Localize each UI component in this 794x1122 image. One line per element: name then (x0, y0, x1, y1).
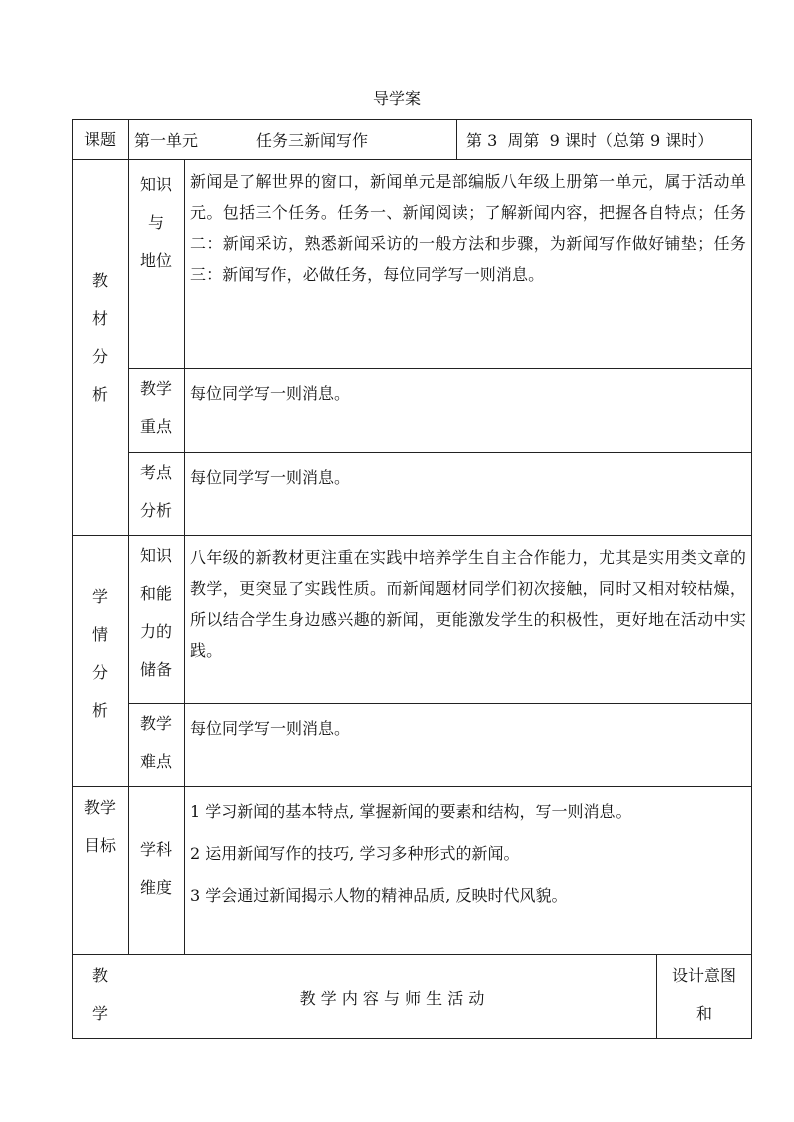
period-info: 第 3 周第 9 课时（总第 9 课时） (466, 131, 714, 150)
label-line: 力的 (139, 622, 172, 641)
knowledge-position-text: 新闻是了解世界的窗口，新闻单元是部编版八年级上册第一单元，属于活动单元。包括三个任务。任务一、新闻阅读；了解新闻内容，把握各自特点；任务二：新闻采访，熟悉新闻采访的一般方法和步骤，为新闻写作做好铺垫；任务三：新闻写作，必做任务，每位同学写一则消息。 (190, 172, 746, 284)
knowledge-position-label (128, 175, 184, 289)
grid-line (72, 954, 752, 955)
key-point-text: 每位同学写一则消息。 (190, 384, 351, 403)
label-line: 分析 (139, 501, 172, 520)
heading-char: 情 (91, 625, 108, 644)
goals-heading (72, 798, 128, 874)
heading-char: 教 (91, 966, 108, 985)
heading-char: 学 (91, 587, 108, 606)
heading-char: 学 (91, 1004, 108, 1023)
ability-reserve-text: 八年级的新教材更注重在实践中培养学生自主合作能力，尤其是实用类文章的教学，更突显了实践性质。而新闻题材同学们初次接触，同时又相对较枯燥，所以结合学生身边感兴趣的新闻，更能激发学生的积极性，更好地在活动中实践。 (190, 548, 746, 660)
page-title: 导学案 (372, 89, 421, 108)
process-content-header: 教 学 内 容 与 师 生 活 动 (299, 989, 485, 1008)
grid-line (72, 119, 73, 1039)
goal-item-1: 1 学习新闻的基本特点, 掌握新闻的要素和结构，写一则消息。 (190, 802, 632, 821)
difficulty-text: 每位同学写一则消息。 (190, 719, 351, 738)
label-line: 储备 (139, 660, 172, 679)
subject-dimension-label (128, 840, 184, 916)
label-line: 地位 (139, 251, 172, 270)
ability-reserve-label (128, 546, 184, 698)
exam-point-text: 每位同学写一则消息。 (190, 468, 351, 487)
label-line: 设计意图 (671, 966, 736, 985)
label-line: 教学 (139, 379, 172, 398)
label-line: 重点 (139, 417, 172, 436)
grid-line (751, 119, 752, 1039)
grid-line (184, 159, 185, 954)
grid-line (72, 159, 752, 160)
label-line: 教学 (139, 714, 172, 733)
heading-char: 分 (91, 347, 108, 366)
label-line: 维度 (139, 878, 172, 897)
grid-line (72, 119, 752, 120)
student-analysis-heading (72, 587, 128, 739)
process-heading (72, 966, 128, 1042)
lesson-plan-table (72, 119, 752, 1039)
grid-line (128, 452, 752, 453)
label-line: 知识 (139, 546, 172, 565)
heading-char: 分 (91, 663, 108, 682)
label-line: 和 (695, 1004, 712, 1023)
label-line: 难点 (139, 752, 172, 771)
heading-char: 教 (91, 271, 108, 290)
subject-label: 课题 (83, 130, 116, 149)
heading-line: 目标 (83, 836, 116, 855)
heading-line: 教学 (83, 798, 116, 817)
unit-name: 第一单元 (134, 131, 199, 150)
exam-point-label (128, 463, 184, 539)
label-line: 和能 (139, 584, 172, 603)
design-intent-label (656, 966, 752, 1042)
label-line: 与 (147, 213, 164, 232)
heading-char: 析 (91, 701, 108, 720)
goal-item-2: 2 运用新闻写作的技巧, 学习多种形式的新闻。 (190, 844, 520, 863)
grid-line (72, 1038, 752, 1039)
goal-item-3: 3 学会通过新闻揭示人物的精神品质, 反映时代风貌。 (190, 886, 568, 905)
label-line: 学科 (139, 840, 172, 859)
task-name: 任务三新闻写作 (256, 131, 369, 150)
material-analysis-heading (72, 271, 128, 423)
label-line: 考点 (139, 463, 172, 482)
heading-char: 材 (91, 309, 108, 328)
heading-char: 析 (91, 385, 108, 404)
grid-line (128, 368, 752, 369)
grid-line (128, 703, 752, 704)
key-point-label (128, 379, 184, 455)
grid-line (456, 119, 457, 159)
difficulty-label (128, 714, 184, 790)
label-line: 知识 (139, 175, 172, 194)
